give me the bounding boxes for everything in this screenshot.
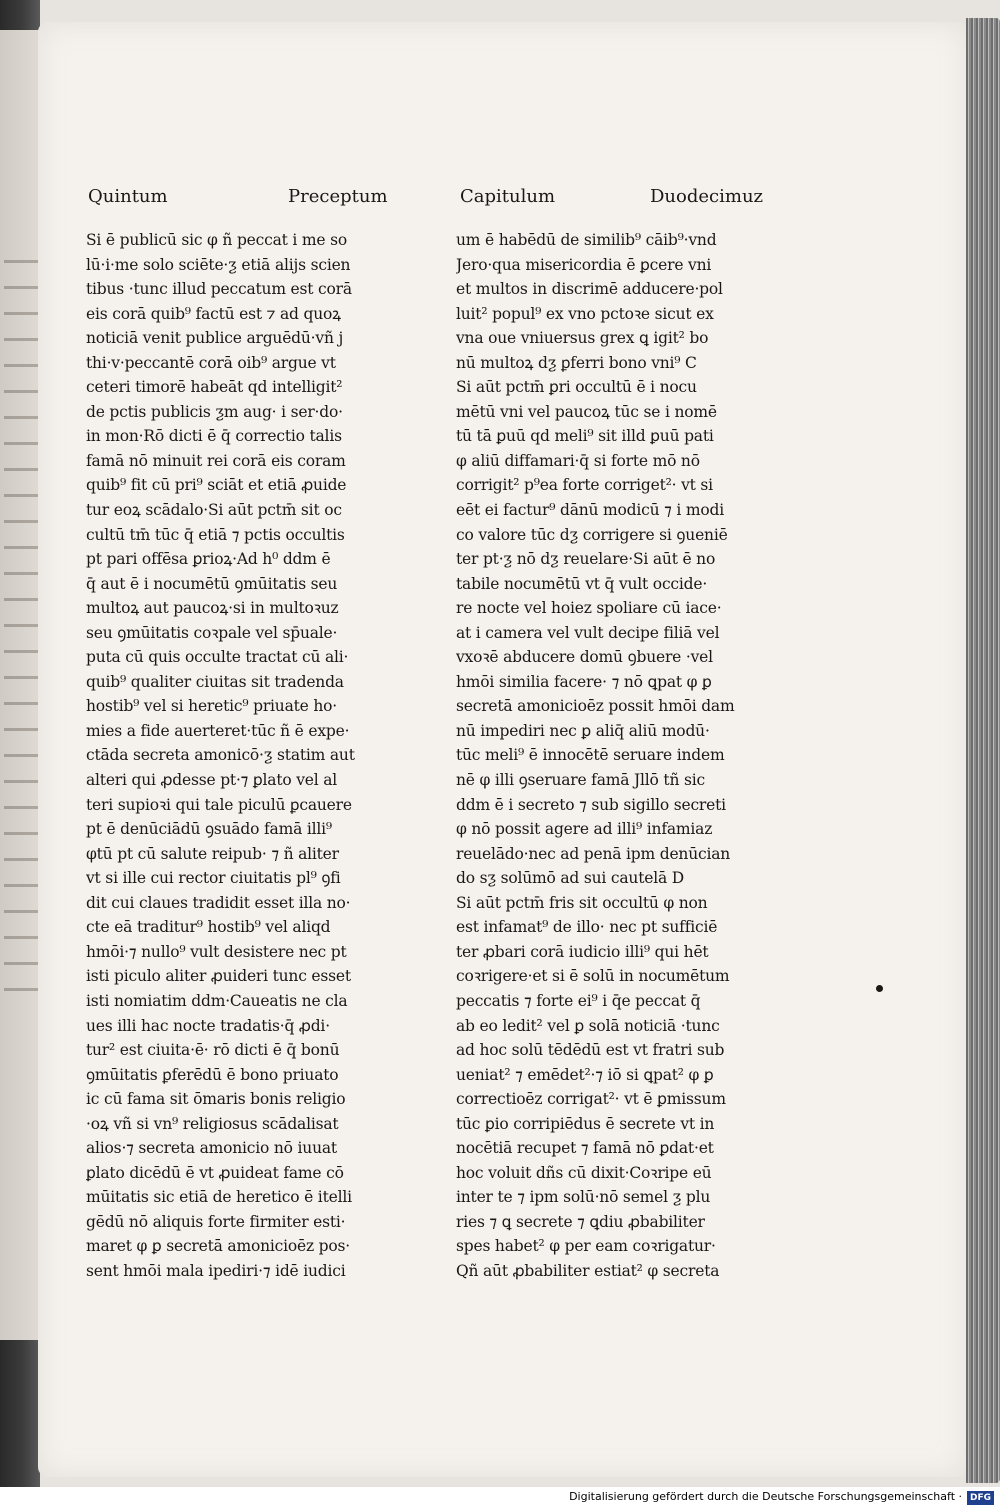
text-line: maret φ ꝑ secretā amonicioēz pos· — [86, 1237, 350, 1256]
text-line: tabile nocumētū vt q̄ vult occide· — [456, 574, 708, 593]
text-line: ad hoc solū tēdēdū est vt fratri sub — [456, 1041, 725, 1060]
text-line: alteri qui ꝓdesse pt·⁊ ꝑlato vel al — [86, 771, 338, 790]
text-line: est infamat⁹ de illo· nec pt sufficiē — [456, 918, 718, 937]
text-line: coꝛrigere·et si ē solū in nocumētum — [456, 967, 730, 986]
text-line: isti piculo aliter ꝓuideri tunc esset — [86, 967, 351, 986]
running-head-right-center: Capitulum — [460, 186, 556, 207]
text-line: multoꝝ aut paucoꝝ·si in multoꝛuz — [86, 599, 339, 618]
text-line: hoc voluit dñs cū dixit·Coꝛripe eū — [456, 1163, 712, 1182]
text-line: re nocte vel hoiez spoliare cū iace· — [456, 599, 722, 618]
text-line: Qñ aūt ꝓbabiliter estiat² φ secreta — [456, 1261, 720, 1280]
text-line: in mon·Rō dicti ē q̄ correctio talis — [86, 427, 342, 446]
text-line: ceteri timorē habeāt qd intelligit² — [86, 378, 343, 397]
text-line: teri supioꝛi qui tale piculū ꝑcauere — [86, 795, 352, 814]
text-line: reuelādo·nec ad penā ipm denūcian — [456, 844, 731, 863]
text-line: nē φ illi ꝯseruare famā Jllō tñ sic — [456, 771, 705, 790]
text-line: Jero·qua misericordia ē ꝑcere vni — [456, 255, 712, 274]
text-line: ddm ē i secreto ⁊ sub sigillo secreti — [456, 795, 726, 814]
text-line: lū·i·me solo sciēte·ƺ etiā alijs scien — [86, 255, 351, 274]
text-line: mūitatis sic etiā de heretico ē itelli — [86, 1188, 352, 1207]
dfg-credit-text: Digitalisierung gefördert durch die Deutsche Forschungsgemeinschaft · — [569, 1490, 962, 1503]
text-line: q̄ aut ē i nocumētū ꝯmūitatis seu — [86, 574, 338, 593]
text-line: cultū tm̄ tūc q̄ etiā ⁊ pctis occultis — [86, 525, 345, 544]
text-line: isti nomiatim ddm·Caueatis ne cla — [86, 991, 348, 1010]
text-line: eis corā quib⁹ factū est ⁊ ad quoꝝ — [86, 304, 341, 323]
text-line: dit cui claues tradidit esset illa no· — [86, 893, 351, 912]
text-line: nū multoꝝ dƺ ꝑferri bono vni⁹ C — [456, 353, 697, 372]
text-line: Si ē publicū sic φ ñ peccat i me so — [86, 231, 347, 249]
text-line: corrigit² p⁹ea forte corriget²· vt si — [456, 476, 713, 495]
text-line: ter ꝓbari corā iudicio illi⁹ qui hēt — [456, 942, 709, 961]
text-line: ꝯmūitatis ꝑferēdū ē bono priuato — [86, 1065, 339, 1084]
running-head-left-center: Preceptum — [288, 186, 388, 207]
text-line: ꝑlato dicēdū ē vt ꝓuideat fame cō — [86, 1163, 344, 1182]
text-line: co valore tūc dƺ corrigere si ꝯueniē — [456, 525, 728, 544]
text-line: famā nō minuit rei corā eis coram — [86, 451, 346, 470]
text-line: spes habet² φ per eam coꝛrigatur· — [456, 1237, 716, 1256]
text-line: cte eā traditur⁹ hostib⁹ vel aliqd — [86, 918, 331, 937]
text-line: φ nō possit agere ad illi⁹ infamiaz — [456, 820, 713, 839]
running-head-left: Quintum — [88, 186, 168, 207]
text-line: ab eo ledit² vel ꝑ solā noticiā ·tunc — [456, 1016, 720, 1035]
text-line: gēdū nō aliquis forte firmiter esti· — [86, 1212, 346, 1231]
text-line: ctāda secreta amonicō·ƺ statim aut — [86, 746, 355, 765]
text-line: sent hmōi mala ipediri·⁊ idē iudici — [86, 1261, 346, 1280]
text-line: nocētiā recupet ⁊ famā nō ꝑdat·et — [456, 1139, 714, 1158]
page-edges-stack — [966, 18, 1000, 1483]
text-line: φ aliū diffamari·q̄ si forte mō nō — [456, 451, 700, 470]
text-line: puta cū quis occulte tractat cū ali· — [86, 648, 349, 667]
text-line: tur² est ciuita·ē· rō dicti ē q̄ bonū — [86, 1041, 340, 1060]
text-line: tūc ꝑio corripiēdus ē secrete vt in — [456, 1114, 715, 1133]
text-line: alios·⁊ secreta amonicio nō iuuat — [86, 1139, 337, 1158]
text-line: um ē habēdū de similib⁹ cāib⁹·vnd — [456, 231, 717, 249]
text-line: at i camera vel vult decipe filiā vel — [456, 623, 720, 642]
text-line: luit² popul⁹ ex vno pctoꝛe sicut ex — [456, 304, 714, 323]
text-line: tibus ·tunc illud peccatum est corā — [86, 280, 352, 299]
text-line: do sƺ solūmō ad sui cautelā D — [456, 869, 684, 888]
text-line: noticiā venit publice arguēdū·vñ j — [86, 329, 344, 348]
text-line: pt pari offēsa ꝑrioꝝ·Ad h⁰ ddm ē — [86, 550, 331, 569]
text-line: mies a fide auerteret·tūc ñ ē expe· — [86, 721, 350, 740]
text-line: tūc meli⁹ ē innocētē seruare indem — [456, 746, 725, 765]
text-line: pt ē denūciādū ꝯsuādo famā illi⁹ — [86, 820, 332, 839]
text-line: vt si ille cui rector ciuitatis pl⁹ ꝯfi — [86, 869, 341, 888]
text-line: ter pt·ƺ nō dƺ reuelare·Si aūt ē no — [456, 550, 716, 569]
text-line: quib⁹ fit cū pri⁹ sciāt et etiā ꝓuide — [86, 476, 347, 495]
text-line: inter te ⁊ ipm solū·nō semel ƺ plu — [456, 1188, 711, 1207]
text-line: ues illi hac nocte tradatis·q̄ ꝓdi· — [86, 1016, 330, 1035]
text-line: mētū vni vel paucoꝝ tūc se i nomē — [456, 402, 717, 421]
text-line: de pctis publicis ƺm aug· i ser·do· — [86, 402, 343, 421]
text-line: φtū pt cū salute reipub· ⁊ ñ aliter — [86, 844, 339, 863]
text-line: hmōi·⁊ nullo⁹ vult desistere nec pt — [86, 942, 347, 961]
text-line: tū tā ꝑuū qd meli⁹ sit illd ꝑuū pati — [456, 427, 714, 446]
text-line: Si aūt pctm̄ ꝑri occultū ē i nocu — [456, 378, 697, 397]
text-line: Si aūt pctm̄ fris sit occultū φ non — [456, 893, 708, 912]
dfg-logo: DFG — [967, 1491, 994, 1505]
text-line: hostib⁹ vel si heretic⁹ priuate ho· — [86, 697, 337, 716]
text-column-left — [86, 228, 398, 1284]
text-line: thi·v·peccantē corā oib⁹ argue vt — [86, 353, 336, 372]
text-line: seu ꝯmūitatis coꝛpale vel sp̄uale· — [86, 623, 338, 642]
text-line: et multos in discrimē adducere·pol — [456, 280, 723, 299]
text-line: correctioēz corrigat²· vt ē ꝑmissum — [456, 1090, 726, 1109]
text-line: peccatis ⁊ forte ei⁹ i q̄e peccat q̄ — [456, 991, 701, 1010]
margin-ink-dot — [876, 985, 883, 992]
text-line: ueniat² ⁊ emēdet²·⁊ iō si ꝗpat² φ ꝑ — [456, 1065, 714, 1084]
text-line: eēt ei factur⁹ dānū modicū ⁊ i modi — [456, 501, 724, 520]
text-line: vna oue vniuersus grex ꝗ igit² bo — [456, 329, 709, 348]
running-head-right: Duodecimuz — [650, 186, 764, 207]
text-column-right — [456, 228, 774, 1284]
text-line: quib⁹ qualiter ciuitas sit tradenda — [86, 672, 344, 691]
text-line: ries ⁊ ꝗ secrete ⁊ ꝗdiu ꝓbabiliter — [456, 1212, 705, 1231]
text-line: vxoꝛē abducere domū ꝯbuere ·vel — [456, 648, 713, 667]
text-line: ic cū fama sit ōmaris bonis religio — [86, 1090, 346, 1109]
text-line: tur eoꝝ scādalo·Si aūt pctm̄ sit oc — [86, 501, 342, 520]
text-line: ·oꝝ vñ si vn⁹ religiosus scādalisat — [86, 1114, 339, 1133]
text-line: secretā amonicioēz possit hmōi dam — [456, 697, 735, 716]
text-line: nū impediri nec ꝑ aliq̄ aliū modū· — [456, 721, 710, 740]
text-line: hmōi similia facere· ⁊ nō ꝗpat φ ꝑ — [456, 672, 712, 691]
